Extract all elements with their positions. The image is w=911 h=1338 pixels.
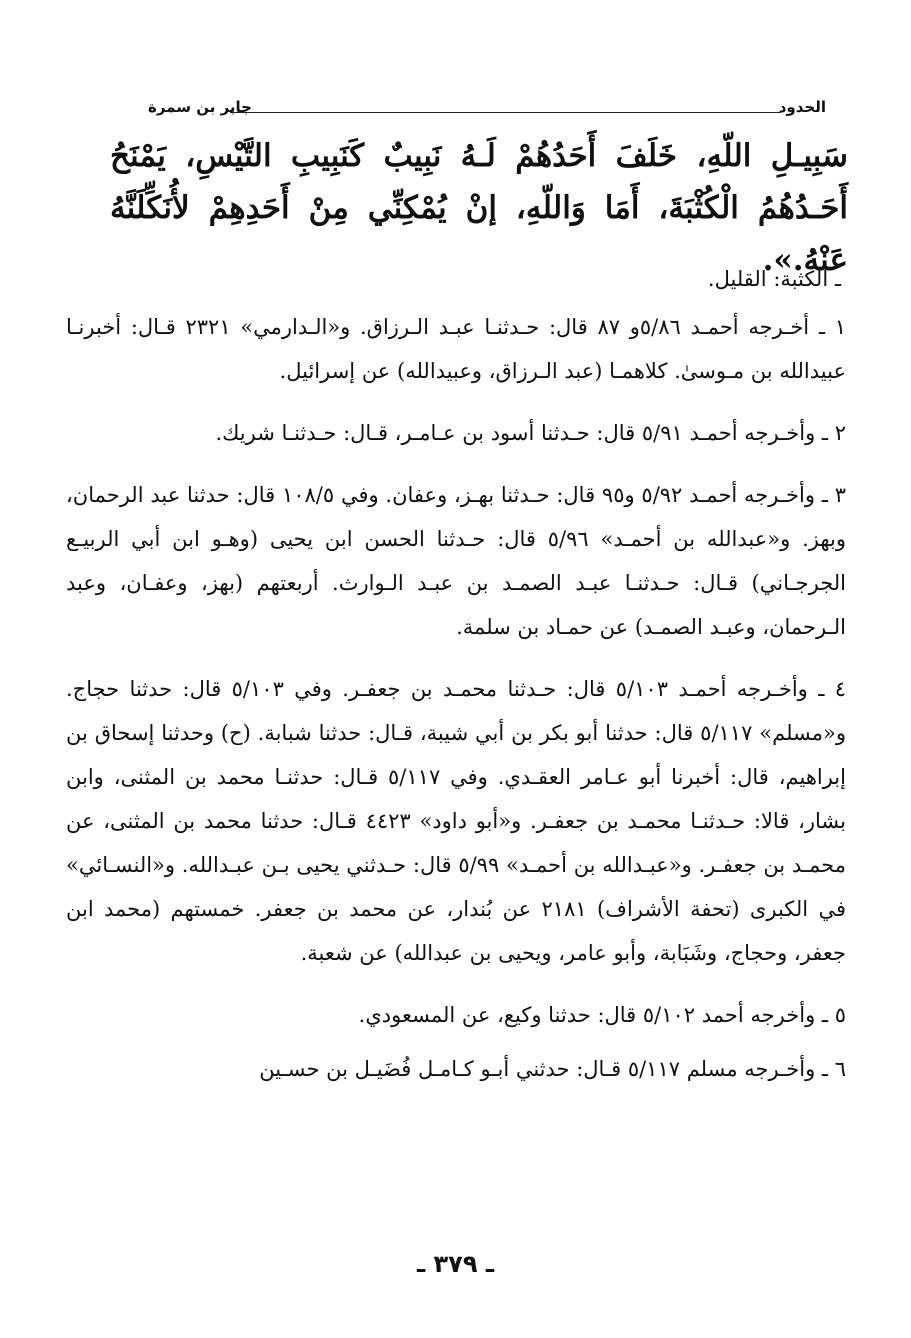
reference-1: ١ ـ أخـرجه أحمـد ٥/٨٦و ٨٧ قال: حـدثنـا عبـد الـرزاق. و«الـدارمي» ٢٣٢١ قـال: أخبرنـا عبيدالله بن مـوسىٰ. كلاهمـا (عبد الـرزاق، وعبيدالله) عن إسرائيل. (66, 315, 846, 383)
reference-2: ٢ ـ وأخـرجه أحمـد ٥/٩١ قال: حـدثنا أسود بن عـامـر، قـال: حـدثنـا شريك. (215, 421, 846, 445)
reference-4: ٤ ـ وأخـرجه أحمـد ٥/١٠٣ قال: حـدثنا محمـد بن جعفـر. وفي ٥/١٠٣ قال: حدثنا حجاج. و«مسلم» ٥/١١٧ قال: حدثنا أبو بكر بن أبي شيبة، قـال: حدثنا شبابة. (ح) وحدثنا إسحاق بن إبراهيم، قال: أخبرنا أبو عـامر العقـدي. وفي ٥/١١٧ قـال: حدثنـا محمد بن المثنى، وابن بشار، قالا: حـدثنـا محمـد بن جعفـر. و«أبو داود» ٤٤٢٣ قـال: حدثنا محمد بن المثنى، عن محمـد بن جعفـر. و«عبـدالله بن أحمـد» ٥/٩٩ قال: حـدثني يحيى بـن عبـدالله. و«النسـائي» في الكبرى (تحفة الأشراف) ٢١٨١ عن بُندار، عن محمد بن جعفر. خمستهم (محمد ابن جعفر، وحجاج، وشَبَابة، وأبو عامر، ويحيى بن عبدالله) عن شعبة. (66, 677, 847, 965)
page-number: ـ ٣٧٩ ـ (416, 1250, 495, 1278)
reference-3: ٣ ـ وأخـرجه أحمـد ٥/٩٢ و٩٥ قال: حـدثنا بهـز، وعفان. وفي ١٠٨/٥ قال: حدثنا عبد الرحمان، وبهز. و«عبدالله بن أحمـد» ٥/٩٦ قال: حـدثنا الحسن ابن يحيى (وهـو ابن أبي الربيـع الجرجـاني) قـال: حـدثنـا عبـد الصمـد بن عبـد الـوارث. أربعتهم (بهز، وعفـان، وعبد الـرحمان، وعبـد الصمـد) عن حمـاد بن سلمة. (66, 483, 847, 639)
chapter-title: الحدود (778, 98, 826, 116)
reference-5: ٥ ـ وأخرجه أحمد ٥/١٠٢ قال: حدثنا وكيع، عن المسعودي. (358, 1003, 846, 1027)
reference-6: ٦ ـ وأخـرجه مسلم ٥/١١٧ قـال: حدثني أبـو كـامـل فُضَيـل بن حسـين (259, 1057, 846, 1081)
glossary-note: ـ الكثبة: القليل. (707, 267, 841, 291)
narrator-name: جابر بن سمرة (148, 98, 252, 116)
hadith-text: سَبِيـلِ اللّهِ، خَلَفَ أَحَدُهُمْ لَـهُ نَبِيبٌ كَنَبِيبِ التَّيْسِ، يَمْنَحُ أَحَـدُهُمُ الْكُثْبَةَ، أَمَا وَاللّهِ، إنْ يُمْكِنِّي مِنْ أَحَدِهِمْ لأُنَكِّلَنَّهُ عَنْهُ.». (110, 138, 848, 278)
running-header (148, 98, 826, 128)
header-rule (230, 112, 781, 113)
references-list (66, 305, 846, 1101)
